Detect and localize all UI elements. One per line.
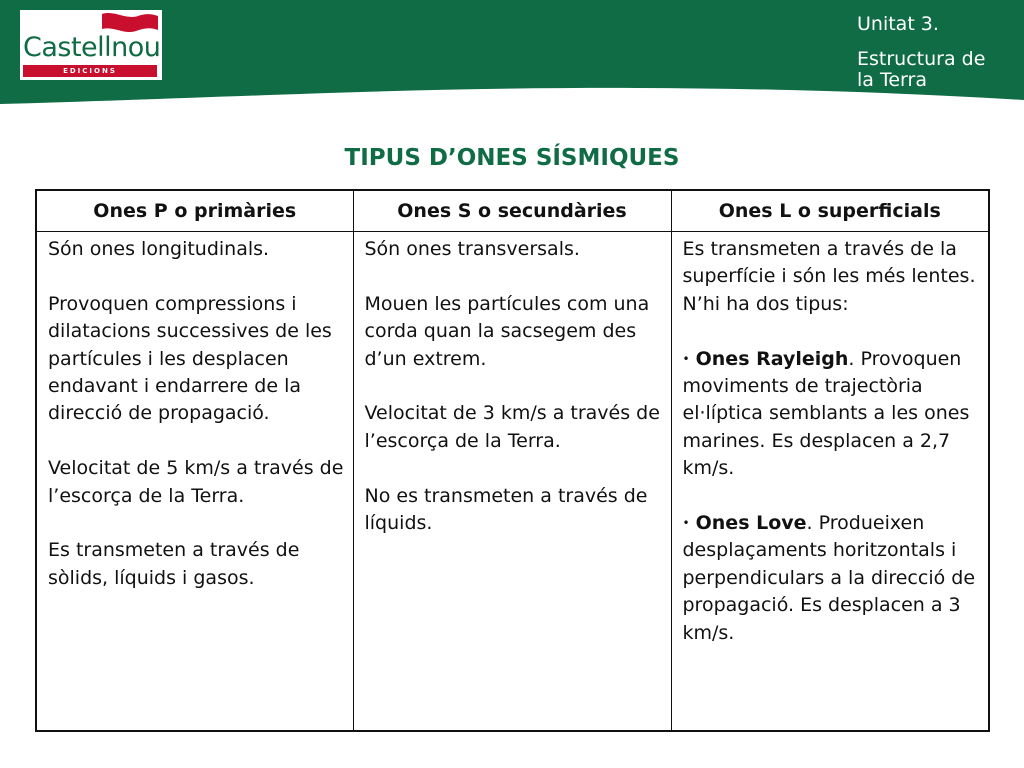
p-wave-fact: Velocitat de 5 km/s a través de l’escorça de la Terra. — [48, 457, 344, 507]
s-wave-fact: Velocitat de 3 km/s a través de l’escorça de la Terra. — [364, 402, 660, 452]
logo-imprint: EDICIONS — [23, 65, 157, 77]
love-name: Ones Love — [695, 512, 807, 535]
cell-l-waves — [671, 232, 989, 732]
table-row — [36, 232, 989, 732]
love-item: • Ones Love. Produeixen desplaçaments horitzontals i perpendiculars a la direcció de propagació. Es desplacen a 3 km/s. — [682, 512, 976, 644]
header-p-waves: Ones P o primàries — [36, 190, 353, 232]
unit-number: Unitat 3. — [857, 13, 939, 35]
unit-title: Estructura de la Terra — [857, 48, 986, 91]
page-title: TIPUS D’ONES SÍSMIQUES — [344, 145, 680, 171]
love-text: Produeixen desplaçaments horitzontals i perpendiculars a la direcció de propagació. Es desplacen a 3 km/s. — [682, 512, 976, 644]
header-s-waves: Ones S o secundàries — [353, 190, 671, 232]
logo-name: Castellnou — [23, 32, 161, 63]
cell-p-waves — [36, 232, 353, 732]
header-l-waves: Ones L o superficials — [671, 190, 989, 232]
l-wave-intro: Es transmeten a través de la superfície i són les més lentes. N’hi ha dos tipus: — [682, 238, 976, 315]
rayleigh-item: • Ones Rayleigh. Provoquen moviments de trajectòria el·líptica semblants a les ones marines. Es desplacen a 2,7 km/s. — [682, 347, 970, 480]
s-wave-fact: No es transmeten a través de líquids. — [364, 484, 648, 535]
s-wave-fact: Mouen les partícules com una corda quan la sacsegem des d’un extrem. — [364, 292, 650, 370]
publisher-logo — [18, 10, 164, 80]
s-wave-fact: Són ones transversals. — [364, 238, 580, 260]
bullet-icon: • — [682, 351, 690, 366]
p-wave-fact: Provoquen compressions i dilatacions successives de les partícules i les desplacen endavant i endarrere de la direcció de propagació. — [48, 292, 332, 425]
rayleigh-text: Provoquen moviments de trajectòria el·líptica semblants a les ones marines. Es desplacen a 2,7 km/s. — [682, 347, 970, 480]
cell-s-waves — [353, 232, 671, 732]
bullet-icon: • — [682, 516, 690, 531]
table-header-row — [36, 190, 989, 232]
p-wave-fact: Es transmeten a través de sòlids, líquids i gasos. — [48, 539, 300, 589]
unit-info — [857, 14, 1007, 91]
seismic-waves-table — [35, 189, 990, 732]
rayleigh-name: Ones Rayleigh — [695, 347, 849, 370]
p-wave-fact: Són ones longitudinals. — [48, 238, 270, 260]
